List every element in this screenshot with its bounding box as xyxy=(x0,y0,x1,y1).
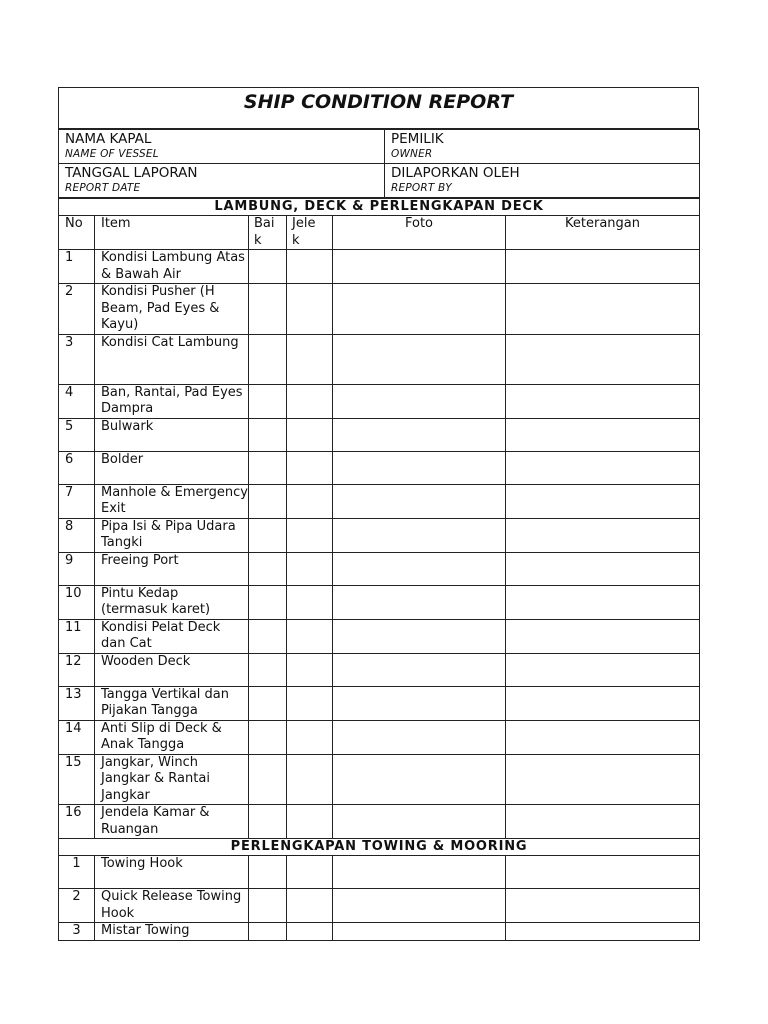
report-sheet xyxy=(58,87,699,941)
reported-by-sublabel: REPORT BY xyxy=(391,182,452,194)
checklist-row xyxy=(59,451,700,484)
report-date-sublabel: REPORT DATE xyxy=(65,182,141,194)
jelek-cell[interactable] xyxy=(287,334,333,384)
row-item: Pintu Kedap (termasuk karet) xyxy=(95,585,249,619)
baik-cell[interactable] xyxy=(249,518,287,552)
baik-cell[interactable] xyxy=(249,250,287,284)
owner-cell[interactable] xyxy=(385,130,700,164)
checklist-row xyxy=(59,619,700,653)
row-number: 3 xyxy=(59,334,95,384)
checklist-row xyxy=(59,856,700,889)
section-title-hull-deck: LAMBUNG, DECK & PERLENGKAPAN DECK xyxy=(59,199,700,216)
row-item: Pipa Isi & Pipa Udara Tangki xyxy=(95,518,249,552)
jelek-cell[interactable] xyxy=(287,720,333,754)
keterangan-cell[interactable] xyxy=(506,418,700,451)
reported-by-label: DILAPORKAN OLEH xyxy=(391,165,520,181)
row-item: Kondisi Pelat Deck dan Cat xyxy=(95,619,249,653)
checklist-row xyxy=(59,889,700,923)
row-number: 9 xyxy=(59,552,95,585)
baik-cell[interactable] xyxy=(249,754,287,805)
foto-cell[interactable] xyxy=(333,334,506,384)
foto-cell[interactable] xyxy=(333,889,506,923)
checklist-row xyxy=(59,518,700,552)
baik-cell[interactable] xyxy=(249,923,287,941)
vessel-name-sublabel: NAME OF VESSEL xyxy=(65,148,159,160)
row-number: 13 xyxy=(59,686,95,720)
row-number: 5 xyxy=(59,418,95,451)
row-number: 2 xyxy=(59,284,95,335)
row-number: 12 xyxy=(59,653,95,686)
row-item: Freeing Port xyxy=(95,552,249,585)
row-number: 16 xyxy=(59,805,95,839)
vessel-name-cell[interactable] xyxy=(59,130,385,164)
keterangan-cell[interactable] xyxy=(506,384,700,418)
row-item: Jangkar, Winch Jangkar & Rantai Jangkar xyxy=(95,754,249,805)
jelek-cell[interactable] xyxy=(287,518,333,552)
jelek-cell[interactable] xyxy=(287,451,333,484)
row-item: Kondisi Lambung Atas & Bawah Air xyxy=(95,250,249,284)
row-number: 6 xyxy=(59,451,95,484)
row-number: 1 xyxy=(59,250,95,284)
row-number: 11 xyxy=(59,619,95,653)
col-header-baik-text: Bai k xyxy=(254,216,275,248)
baik-cell[interactable] xyxy=(249,856,287,889)
checklist-row xyxy=(59,686,700,720)
info-row-vessel xyxy=(59,130,700,164)
owner-label: PEMILIK xyxy=(391,131,444,147)
row-item: Tangga Vertikal dan Pijakan Tangga xyxy=(95,686,249,720)
row-number: 10 xyxy=(59,585,95,619)
checklist-row xyxy=(59,384,700,418)
row-item: Quick Release Towing Hook xyxy=(95,889,249,923)
checklist-row xyxy=(59,284,700,335)
foto-cell[interactable] xyxy=(333,653,506,686)
checklist-table xyxy=(58,198,700,941)
row-number: 4 xyxy=(59,384,95,418)
jelek-cell[interactable] xyxy=(287,856,333,889)
baik-cell[interactable] xyxy=(249,552,287,585)
foto-cell[interactable] xyxy=(333,686,506,720)
baik-cell[interactable] xyxy=(249,619,287,653)
keterangan-cell[interactable] xyxy=(506,585,700,619)
section-header-towing-mooring xyxy=(59,839,700,856)
jelek-cell[interactable] xyxy=(287,552,333,585)
keterangan-cell[interactable] xyxy=(506,889,700,923)
keterangan-cell[interactable] xyxy=(506,754,700,805)
row-item: Ban, Rantai, Pad Eyes Dampra xyxy=(95,384,249,418)
checklist-row xyxy=(59,250,700,284)
checklist-row xyxy=(59,653,700,686)
col-header-jelek xyxy=(287,216,333,250)
jelek-cell[interactable] xyxy=(287,805,333,839)
keterangan-cell[interactable] xyxy=(506,484,700,518)
report-title: SHIP CONDITION REPORT xyxy=(58,87,699,129)
checklist-row xyxy=(59,552,700,585)
section-title-towing-mooring: PERLENGKAPAN TOWING & MOORING xyxy=(59,839,700,856)
baik-cell[interactable] xyxy=(249,720,287,754)
jelek-cell[interactable] xyxy=(287,585,333,619)
keterangan-cell[interactable] xyxy=(506,284,700,335)
baik-cell[interactable] xyxy=(249,451,287,484)
keterangan-cell[interactable] xyxy=(506,686,700,720)
keterangan-cell[interactable] xyxy=(506,923,700,941)
jelek-cell[interactable] xyxy=(287,250,333,284)
baik-cell[interactable] xyxy=(249,686,287,720)
jelek-cell[interactable] xyxy=(287,889,333,923)
owner-sublabel: OWNER xyxy=(391,148,433,160)
jelek-cell[interactable] xyxy=(287,418,333,451)
row-number: 1 xyxy=(59,856,95,889)
row-number: 2 xyxy=(59,889,95,923)
foto-cell[interactable] xyxy=(333,250,506,284)
report-date-cell[interactable] xyxy=(59,164,385,198)
foto-cell[interactable] xyxy=(333,552,506,585)
row-number: 7 xyxy=(59,484,95,518)
foto-cell[interactable] xyxy=(333,856,506,889)
info-row-date xyxy=(59,164,700,198)
reported-by-cell[interactable] xyxy=(385,164,700,198)
jelek-cell[interactable] xyxy=(287,754,333,805)
section-header-hull-deck xyxy=(59,199,700,216)
baik-cell[interactable] xyxy=(249,418,287,451)
row-item: Bolder xyxy=(95,451,249,484)
keterangan-cell[interactable] xyxy=(506,250,700,284)
keterangan-cell[interactable] xyxy=(506,805,700,839)
row-item: Manhole & Emergency Exit xyxy=(95,484,249,518)
foto-cell[interactable] xyxy=(333,418,506,451)
keterangan-cell[interactable] xyxy=(506,619,700,653)
row-number: 3 xyxy=(59,923,95,941)
row-item: Towing Hook xyxy=(95,856,249,889)
foto-cell[interactable] xyxy=(333,805,506,839)
foto-cell[interactable] xyxy=(333,923,506,941)
checklist-row xyxy=(59,585,700,619)
row-number: 8 xyxy=(59,518,95,552)
checklist-row xyxy=(59,805,700,839)
keterangan-cell[interactable] xyxy=(506,720,700,754)
col-header-jelek-text: Jele k xyxy=(292,216,316,248)
jelek-cell[interactable] xyxy=(287,653,333,686)
baik-cell[interactable] xyxy=(249,805,287,839)
foto-cell[interactable] xyxy=(333,451,506,484)
baik-cell[interactable] xyxy=(249,284,287,335)
col-header-keterangan: Keterangan xyxy=(506,216,700,250)
keterangan-cell[interactable] xyxy=(506,451,700,484)
col-header-item: Item xyxy=(95,216,249,250)
row-item: Jendela Kamar & Ruangan xyxy=(95,805,249,839)
row-item: Anti Slip di Deck & Anak Tangga xyxy=(95,720,249,754)
info-table xyxy=(58,129,700,198)
keterangan-cell[interactable] xyxy=(506,856,700,889)
foto-cell[interactable] xyxy=(333,518,506,552)
foto-cell[interactable] xyxy=(333,619,506,653)
baik-cell[interactable] xyxy=(249,334,287,384)
row-item: Wooden Deck xyxy=(95,653,249,686)
jelek-cell[interactable] xyxy=(287,686,333,720)
foto-cell[interactable] xyxy=(333,384,506,418)
jelek-cell[interactable] xyxy=(287,484,333,518)
col-header-baik xyxy=(249,216,287,250)
column-header-row xyxy=(59,216,700,250)
checklist-row xyxy=(59,334,700,384)
baik-cell[interactable] xyxy=(249,889,287,923)
foto-cell[interactable] xyxy=(333,484,506,518)
row-number: 15 xyxy=(59,754,95,805)
baik-cell[interactable] xyxy=(249,653,287,686)
col-header-no: No xyxy=(59,216,95,250)
foto-cell[interactable] xyxy=(333,754,506,805)
row-item: Mistar Towing xyxy=(95,923,249,941)
row-item: Kondisi Cat Lambung xyxy=(95,334,249,384)
jelek-cell[interactable] xyxy=(287,284,333,335)
checklist-row xyxy=(59,418,700,451)
keterangan-cell[interactable] xyxy=(506,334,700,384)
foto-cell[interactable] xyxy=(333,284,506,335)
col-header-foto: Foto xyxy=(333,216,506,250)
report-date-label: TANGGAL LAPORAN xyxy=(65,165,198,181)
checklist-row xyxy=(59,923,700,941)
jelek-cell[interactable] xyxy=(287,619,333,653)
foto-cell[interactable] xyxy=(333,720,506,754)
foto-cell[interactable] xyxy=(333,585,506,619)
checklist-row xyxy=(59,754,700,805)
checklist-row xyxy=(59,720,700,754)
checklist-row xyxy=(59,484,700,518)
row-item: Bulwark xyxy=(95,418,249,451)
keterangan-cell[interactable] xyxy=(506,518,700,552)
row-number: 14 xyxy=(59,720,95,754)
row-item: Kondisi Pusher (H Beam, Pad Eyes & Kayu) xyxy=(95,284,249,335)
baik-cell[interactable] xyxy=(249,384,287,418)
baik-cell[interactable] xyxy=(249,484,287,518)
jelek-cell[interactable] xyxy=(287,384,333,418)
keterangan-cell[interactable] xyxy=(506,653,700,686)
keterangan-cell[interactable] xyxy=(506,552,700,585)
vessel-name-label: NAMA KAPAL xyxy=(65,131,152,147)
baik-cell[interactable] xyxy=(249,585,287,619)
jelek-cell[interactable] xyxy=(287,923,333,941)
